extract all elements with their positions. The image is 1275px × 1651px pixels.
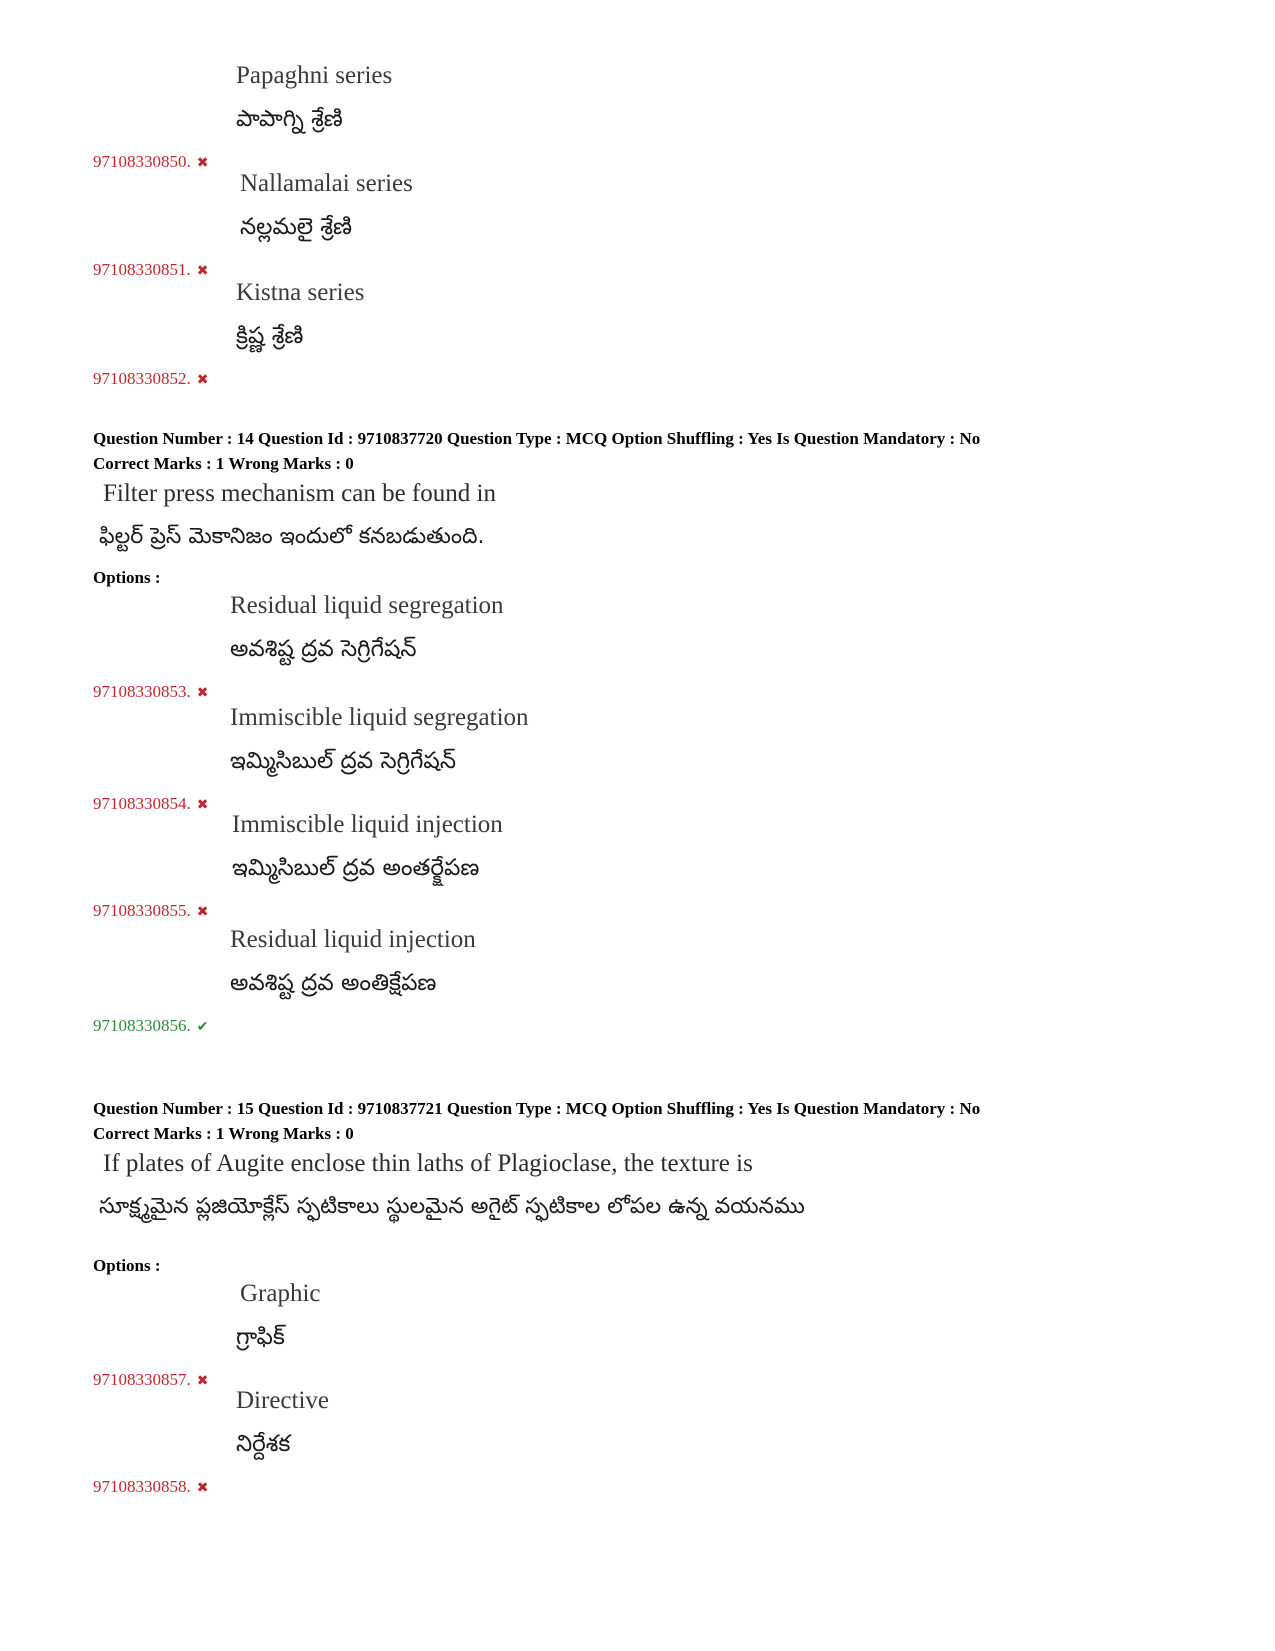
option-text-te: నిర్దేశక [236, 1431, 291, 1457]
wrong-icon: ✖ [196, 264, 209, 279]
wrong-icon: ✖ [196, 798, 209, 813]
question-15-marks: Correct Marks : 1 Wrong Marks : 0 [93, 1124, 354, 1143]
option-text-te: గ్రాఫిక్ [236, 1324, 285, 1350]
option-id-text: 97108330850. [93, 152, 191, 171]
wrong-icon: ✖ [196, 1481, 209, 1496]
option-id-text: 97108330854. [93, 794, 191, 813]
option-id [93, 1477, 208, 1497]
option-text-te: ఇమ్మిసిబుల్ ద్రవ సెగ్రిగేషన్ [230, 748, 456, 774]
option-text-en: Nallamalai series [240, 170, 413, 197]
option-97108330854 [0, 704, 1275, 814]
question-15-meta: Question Number : 15 Question Id : 9710837721 Question Type : MCQ Option Shuffling : Yes Is Question Mandatory : No [93, 1099, 981, 1118]
option-id-text: 97108330853. [93, 682, 191, 701]
option-text-te: ఇమ్మిసిబుల్ ద్రవ అంతర్క్షేపణ [232, 855, 480, 881]
option-id [93, 682, 208, 702]
option-id [93, 1016, 208, 1036]
option-text-en: Residual liquid segregation [230, 592, 504, 619]
option-text-en: Residual liquid injection [230, 926, 476, 953]
option-text-en: Graphic [240, 1280, 321, 1307]
option-97108330858 [0, 1387, 1275, 1497]
option-text-te: పాపాగ్ని శ్రేణి [236, 106, 343, 132]
question-14-header [93, 426, 980, 476]
option-id [93, 369, 208, 389]
checkmark-icon: ✔ [196, 1020, 209, 1035]
wrong-icon: ✖ [196, 1374, 209, 1389]
option-text-te: అవశిష్ట ద్రవ అంతిక్షేపణ [230, 970, 437, 996]
question-14-text-en: Filter press mechanism can be found in [103, 480, 496, 507]
option-id-text: 97108330852. [93, 369, 191, 388]
option-97108330855 [0, 811, 1275, 921]
wrong-icon: ✖ [196, 686, 209, 701]
question-14-text-te: ఫిల్టర్ ప్రెస్ మెకానిజం ఇందులో కనబడుతుంది. [99, 524, 485, 549]
option-text-en: Kistna series [236, 279, 365, 306]
option-id-text: 97108330856. [93, 1016, 191, 1035]
question-14-meta: Question Number : 14 Question Id : 9710837720 Question Type : MCQ Option Shuffling : Yes Is Question Mandatory : No [93, 429, 981, 448]
option-text-te: అవశిష్ట ద్రవ సెగ్రిగేషన్ [230, 636, 417, 662]
option-97108330851 [0, 170, 1275, 280]
option-id-text: 97108330858. [93, 1477, 191, 1496]
wrong-icon: ✖ [196, 905, 209, 920]
option-id [93, 901, 208, 921]
option-97108330852 [0, 279, 1275, 389]
option-text-en: Directive [236, 1387, 330, 1414]
option-text-te: నల్లమలై శ్రేణి [240, 214, 353, 240]
wrong-icon: ✖ [196, 373, 209, 388]
question-15-header [93, 1096, 980, 1146]
option-97108330856 [0, 926, 1275, 1036]
option-text-en: Immiscible liquid injection [232, 811, 503, 838]
option-97108330857 [0, 1280, 1275, 1390]
question-14-options-label: Options : [93, 568, 161, 587]
wrong-icon: ✖ [196, 156, 209, 171]
question-14-marks: Correct Marks : 1 Wrong Marks : 0 [93, 454, 354, 473]
option-id-text: 97108330855. [93, 901, 191, 920]
option-id-text: 97108330851. [93, 260, 191, 279]
question-15-text-en: If plates of Augite enclose thin laths of Plagioclase, the texture is [103, 1150, 753, 1177]
option-text-en: Immiscible liquid segregation [230, 704, 529, 731]
option-97108330853 [0, 592, 1275, 702]
option-text-en: Papaghni series [236, 62, 393, 89]
option-97108330850 [0, 62, 1275, 172]
option-id [93, 152, 208, 172]
option-id [93, 260, 208, 280]
option-id-text: 97108330857. [93, 1370, 191, 1389]
question-15-options-label: Options : [93, 1256, 161, 1275]
question-15-text-te: సూక్ష్మమైన ప్లజియోక్లేస్ స్ఫటికాలు స్థులమైన అగైట్ స్ఫటికాల లోపల ఉన్న వయనము [99, 1194, 805, 1219]
option-text-te: క్రిష్ణ శ్రేణి [236, 323, 304, 349]
